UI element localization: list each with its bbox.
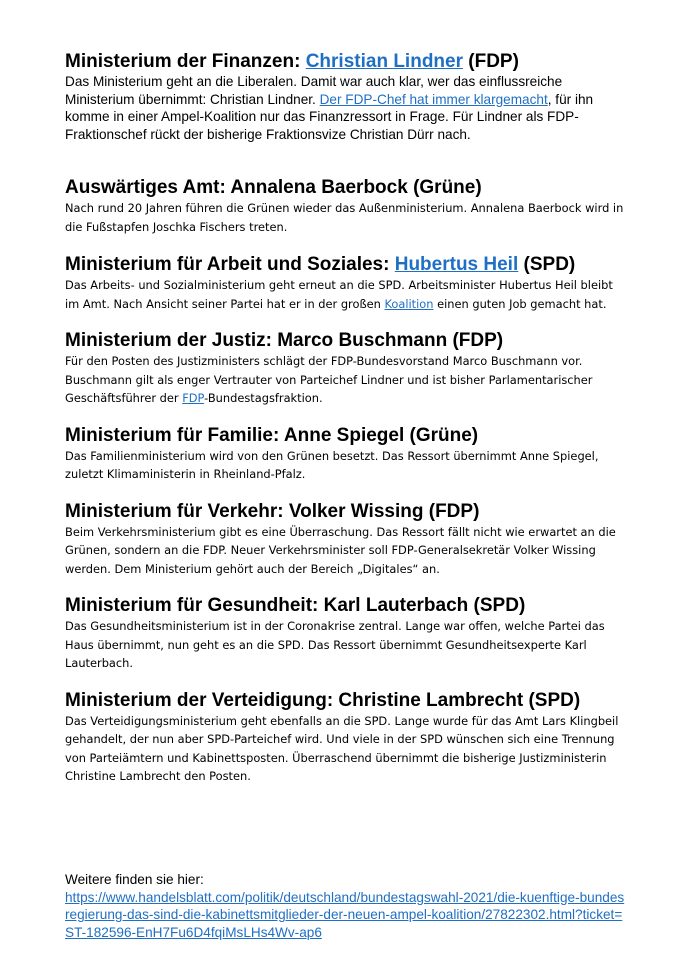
section-heading: Ministerium der Justiz: Marco Buschmann (FDP) (65, 330, 504, 351)
document-body (65, 50, 625, 786)
section-body: Das Gesundheitsministerium ist in der Coronakrise zentral. Lange war offen, welche Partei das Haus übernimmt, nun geht es an die SPD. Das Ressort übernimmt Gesundheitsexperte Karl Lauterbach. (65, 619, 605, 670)
section-heading (65, 253, 625, 276)
section-body: Beim Verkehrsministerium gibt es eine Überraschung. Das Ressort fällt nicht wie erwartet an die Grünen, sondern an die FDP. Neuer Verkehrsminister soll FDP-Generalsekretär Volker Wissing werden. Dem Ministerium gehört auch der Bereich „Digitales“ an. (65, 524, 616, 576)
body-text: , für ihn komme in einer Ampel-Koalition nur das Finanzressort in Frage. Für Lindner als FDP-Fraktionschef rückt der bisherige Fraktionsvize Christian Dürr nach. (65, 91, 594, 142)
person-link-lindner[interactable]: Christian Lindner (305, 51, 463, 72)
section-arbeit-soziales (65, 253, 625, 313)
fdp-chef-link[interactable]: Der FDP-Chef hat immer klargemacht (319, 91, 548, 107)
source-url-link[interactable]: https://www.handelsblatt.com/politik/deutschland/bundestagswahl-2021/die-kuenftige-bundesregierung-das-sind-die-kabinettsmitglieder-der-neuen-ampel-koalition/27822302.html?ticket=ST-182596-EnH7Fu6D4fqiMsLHs4Wv-ap6 (65, 889, 625, 940)
section-heading: Ministerium für Verkehr: Volker Wissing (FDP) (65, 500, 480, 522)
body-text: Für den Posten des Justizministers schlägt der FDP-Bundesvorstand Marco Buschmann vor. Buschmann gilt als enger Vertrauter von Parteichef Lindner und ist bisher Parlamentarischer Geschäftsführer der (65, 354, 593, 405)
section-justiz (65, 329, 625, 408)
source-footer (65, 871, 625, 941)
section-verteidigung (65, 689, 625, 786)
footer-label: Weitere finden sie hier: (65, 872, 204, 887)
section-body (65, 73, 625, 143)
heading-suffix: (FDP) (463, 51, 519, 72)
heading-prefix: Ministerium der Finanzen: (65, 51, 306, 72)
body-text: Das Arbeits- und Sozialministerium geht erneut an die SPD. Arbeitsminister Hubertus Heil bleibt im Amt. Nach Ansicht seiner Partei hat er in der großen (65, 278, 613, 311)
fdp-link[interactable]: FDP (182, 391, 205, 405)
person-link-heil[interactable]: Hubertus Heil (394, 254, 519, 275)
section-gesundheit (65, 594, 625, 673)
body-text: einen guten Job gemacht hat. (433, 296, 607, 311)
section-body (65, 276, 625, 313)
section-heading (65, 50, 625, 73)
heading-suffix: (SPD) (518, 254, 576, 275)
section-auswaertiges-amt (65, 176, 625, 236)
section-body: Das Verteidigungsministerium geht ebenfalls an die SPD. Lange wurde für das Amt Lars Klingbeil gehandelt, der nun aber SPD-Parteichef wird. Und viele in der SPD wünschen sich eine Trennung von Parteiämtern und Kabinettsposten. Überraschend übernimmt die bisherige Justizministerin Christine Lambrecht den Posten. (65, 713, 619, 783)
section-body: Das Familienministerium wird von den Grünen besetzt. Das Ressort übernimmt Anne Spiegel, zuletzt Klimaministerin in Rheinland-Pfalz. (65, 448, 599, 481)
section-familie (65, 424, 625, 484)
section-body (65, 352, 625, 408)
section-heading: Ministerium der Verteidigung: Christine Lambrecht (SPD) (65, 689, 581, 711)
section-heading: Auswärtiges Amt: Annalena Baerbock (Grüne) (65, 177, 482, 198)
body-text: -Bundestagsfraktion. (204, 391, 323, 405)
section-heading: Ministerium für Familie: Anne Spiegel (Grüne) (65, 424, 479, 446)
section-heading: Ministerium für Gesundheit: Karl Lauterbach (SPD) (65, 595, 526, 616)
section-verkehr (65, 500, 625, 579)
section-body: Nach rund 20 Jahren führen die Grünen wieder das Außenministerium. Annalena Baerbock wird in die Fußstapfen Joschka Fischers treten. (65, 201, 624, 234)
section-finanzen (65, 50, 625, 143)
heading-prefix: Ministerium für Arbeit und Soziales: (65, 254, 395, 275)
koalition-link[interactable]: Koalition (384, 296, 434, 311)
body-text: Das Ministerium geht an die Liberalen. Damit war auch klar, wer das einflussreiche Ministerium übernimmt: Christian Lindner. (65, 74, 563, 107)
